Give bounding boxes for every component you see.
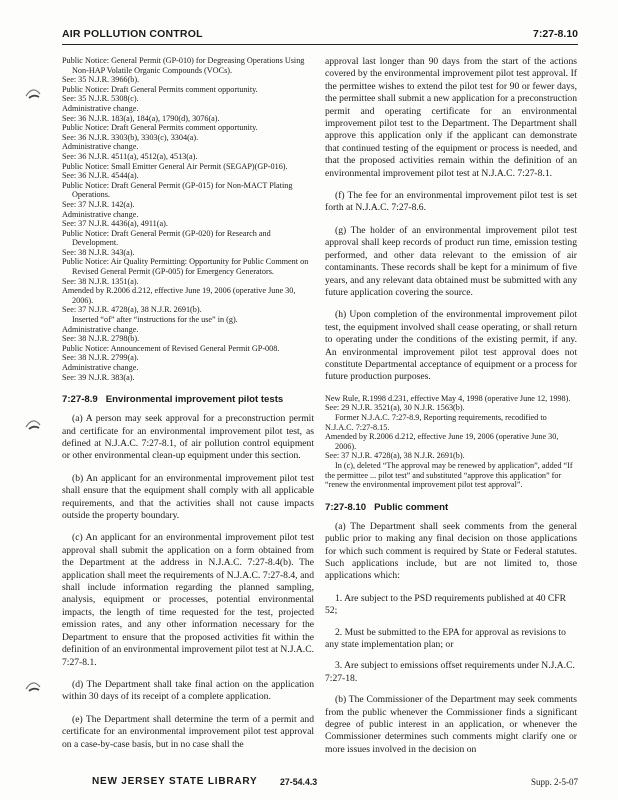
- punch-hole-mark: [22, 82, 44, 102]
- history-note: Administrative change.: [62, 324, 139, 334]
- section-heading-7-27-8-9: [62, 394, 314, 405]
- paragraph-e-continued: approval last longer than 90 days from the start of the actions covered by the environmental improvement pilot test approval. If the permittee wishes to extend the pilot test for 90 or fewer days, the permittee shall submit a new application for a preconstruction permit and operating certificate for an environmental improvement pilot test to the Department. The Department shall approve this application only if the applicant can demonstrate that continued testing of the equipment or process is needed, and that the proposed activities remain within the definition of an environmental improvement pilot test at N.J.A.C. 7:27-8.1.: [325, 56, 577, 179]
- history-note: Public Notice: Small Emitter General Air Permit (SEGAP)(GP-016).: [62, 161, 288, 171]
- history-notes: [62, 56, 314, 382]
- list-item: 3. Are subject to emissions offset requirements under N.J.A.C. 7:27-18.: [325, 660, 575, 684]
- right-column: [325, 56, 577, 766]
- paragraph-c: (c) An applicant for an environmental improvement pilot test approval shall submit the application on a form obtained from the Department at the address in N.J.A.C. 7:27-8.4(b). The application shall meet the requirements of N.J.A.C. 7:27-8.4, and shall include information regarding the planned sampling, analysis, equipment or processes, potential environmental impacts, the length of time requested for the test, projected emission rates, and any other information necessary for the Department to ensure that the proposed activities fit within the definition of an environmental improvement pilot test at N.J.A.C. 7:27-8.1.: [62, 532, 314, 668]
- paragraph-g: (g) The holder of an environmental improvement pilot test approval shall keep records of product run time, emission testing performed, and other data relevant to the emission of air contaminants. These records shall be kept for a minimum of five years, and any relevant data obtained must be submitted with any future application covering the source.: [325, 224, 577, 298]
- history-note: Former N.J.A.C. 7:27-8.9, Reporting requirements, recodified to N.J.A.C. 7:27-8.15.: [325, 412, 547, 432]
- history-note: New Rule, R.1998 d.231, effective May 4, 1998 (operative June 12, 1998).: [325, 393, 571, 403]
- history-note: See: 36 N.J.R. 3303(b), 3303(c), 3304(a).: [62, 132, 199, 142]
- header-title: AIR POLLUTION CONTROL: [62, 28, 203, 40]
- history-note: Administrative change.: [62, 142, 139, 152]
- section-title: Environmental improvement pilot tests: [105, 394, 284, 406]
- history-note: Inserted “of” after “instructions for the use” in (g).: [72, 315, 238, 325]
- history-note: See: 38 N.J.R. 2799(a).: [62, 353, 139, 363]
- history-note: Public Notice: Draft General Permits comment opportunity.: [62, 84, 258, 94]
- running-header: [62, 28, 578, 45]
- history-note: See: 35 N.J.R. 3966(b).: [62, 75, 140, 85]
- history-notes: [325, 394, 577, 490]
- history-note: See: 36 N.J.R. 4544(a).: [62, 171, 139, 181]
- history-note: See: 36 N.J.R. 183(a), 184(a), 1790(d), 3076(a).: [62, 113, 220, 123]
- punch-hole-mark: [22, 675, 44, 695]
- paragraph-a: (a) A person may seek approval for a preconstruction permit and certificate for an environmental improvement pilot test, as defined at N.J.A.C. 7:27-8.1, of air pollution control equipment or other environmental clean-up equipment under this section.: [62, 413, 314, 462]
- section-title: Public comment: [374, 501, 449, 513]
- header-section-number: 7:27-8.10: [533, 28, 578, 40]
- paragraph-d: (d) The Department shall take final action on the application within 30 days of its receipt of a complete application.: [62, 678, 314, 703]
- section-number: 7:27-8.10: [325, 501, 367, 513]
- list-item: 2. Must be submitted to the EPA for approval as revisions to any state implementation plan; or: [325, 626, 566, 650]
- history-note: Administrative change.: [62, 103, 139, 113]
- paragraph-e: (e) The Department shall determine the term of a permit and certificate for an environmental improvement pilot test approval on a case-by-case basis, but in no case shall the: [62, 713, 314, 750]
- page-number: 27-54.4.3: [280, 777, 318, 787]
- punch-hole-mark: [22, 413, 44, 433]
- paragraph-a: (a) The Department shall seek comments from the general public prior to making any final decision on those applications for which such comment is required by State or Federal statutes. Such applications include, but are not limited to, those applications which:: [325, 520, 577, 582]
- history-note: In (c), deleted “The approval may be renewed by application”, added “If the permittee ... pilot test” and substituted “approve this application” for “renew the environmental improvement pilot test approval”.: [325, 460, 573, 490]
- paragraph-b: (b) An applicant for an environmental improvement pilot test shall ensure that the equipment shall comply with all applicable requirements, and that the activities shall not cause impacts outside the property boundary.: [62, 472, 314, 522]
- history-note: See: 38 N.J.R. 1351(a).: [62, 276, 139, 286]
- history-note: Amended by R.2006 d.212, effective June 19, 2006 (operative June 30, 2006).: [325, 432, 559, 451]
- supplement-date: Supp. 2-5-07: [531, 777, 578, 787]
- history-note: Amended by R.2006 d.212, effective June 19, 2006 (operative June 30, 2006).: [62, 286, 296, 305]
- history-note: See: 36 N.J.R. 4511(a), 4512(a), 4513(a).: [62, 151, 198, 161]
- history-note: Public Notice: Draft General Permit (GP-015) for Non-MACT Plating Operations.: [62, 180, 293, 200]
- history-note: See: 29 N.J.R. 3521(a), 30 N.J.R. 1563(b).: [325, 403, 465, 413]
- history-note: Administrative change.: [62, 363, 139, 372]
- history-note: See: 37 N.J.R. 4728(a), 38 N.J.R. 2691(b).: [62, 305, 202, 315]
- history-note: Public Notice: Air Quality Permitting: Opportunity for Public Comment on Revised General Permit (GP-005) for Emergency Generators.: [62, 257, 309, 277]
- history-note: Public Notice: General Permit (GP-010) for Degreasing Operations Using Non-HAP Volatile Organic Compounds (VOCs).: [62, 56, 305, 75]
- left-column: [62, 56, 314, 761]
- history-note: See: 37 N.J.R. 142(a).: [62, 199, 135, 209]
- section-heading-7-27-8-10: [325, 502, 577, 513]
- history-note: See: 37 N.J.R. 4728(a), 38 N.J.R. 2691(b).: [325, 451, 465, 461]
- paragraph-b: (b) The Commissioner of the Department may seek comments from the public whenever the Commissioner finds a significant degree of public interest in an application, or whenever the Commissioner determines such comments might clarify one or more issues involved in the decision on: [325, 694, 577, 755]
- list-item: 1. Are subject to the PSD requirements published at 40 CFR 52;: [325, 592, 567, 617]
- history-note: See: 38 N.J.R. 2798(b).: [62, 334, 140, 344]
- page-footer: [62, 776, 578, 790]
- history-note: See: 38 N.J.R. 343(a).: [62, 247, 135, 257]
- history-note: Public Notice: Draft General Permit (GP-020) for Research and Development.: [62, 228, 271, 248]
- history-note: Public Notice: Announcement of Revised General Permit GP-008.: [62, 343, 280, 353]
- paragraph-h: (h) Upon completion of the environmental improvement pilot test, the equipment involved shall cease operating, or shall return to operating under the conditions of the existing permit, if any. An environmental improvement pilot test approval does not constitute Departmental acceptance of equipment or a process for future production purposes.: [325, 309, 577, 383]
- history-note: Public Notice: Draft General Permits comment opportunity.: [62, 123, 258, 133]
- history-note: See: 37 N.J.R. 4436(a), 4911(a).: [62, 219, 168, 229]
- library-stamp: NEW JERSEY STATE LIBRARY: [92, 776, 258, 787]
- history-note: See: 35 N.J.R. 5308(c).: [62, 94, 139, 104]
- section-number: 7:27-8.9: [62, 394, 98, 406]
- history-note: See: 39 N.J.R. 383(a).: [62, 372, 135, 382]
- history-note: Administrative change.: [62, 209, 139, 219]
- paragraph-f: (f) The fee for an environmental improvement pilot test is set forth at N.J.A.C. 7:27-8.6.: [325, 190, 577, 214]
